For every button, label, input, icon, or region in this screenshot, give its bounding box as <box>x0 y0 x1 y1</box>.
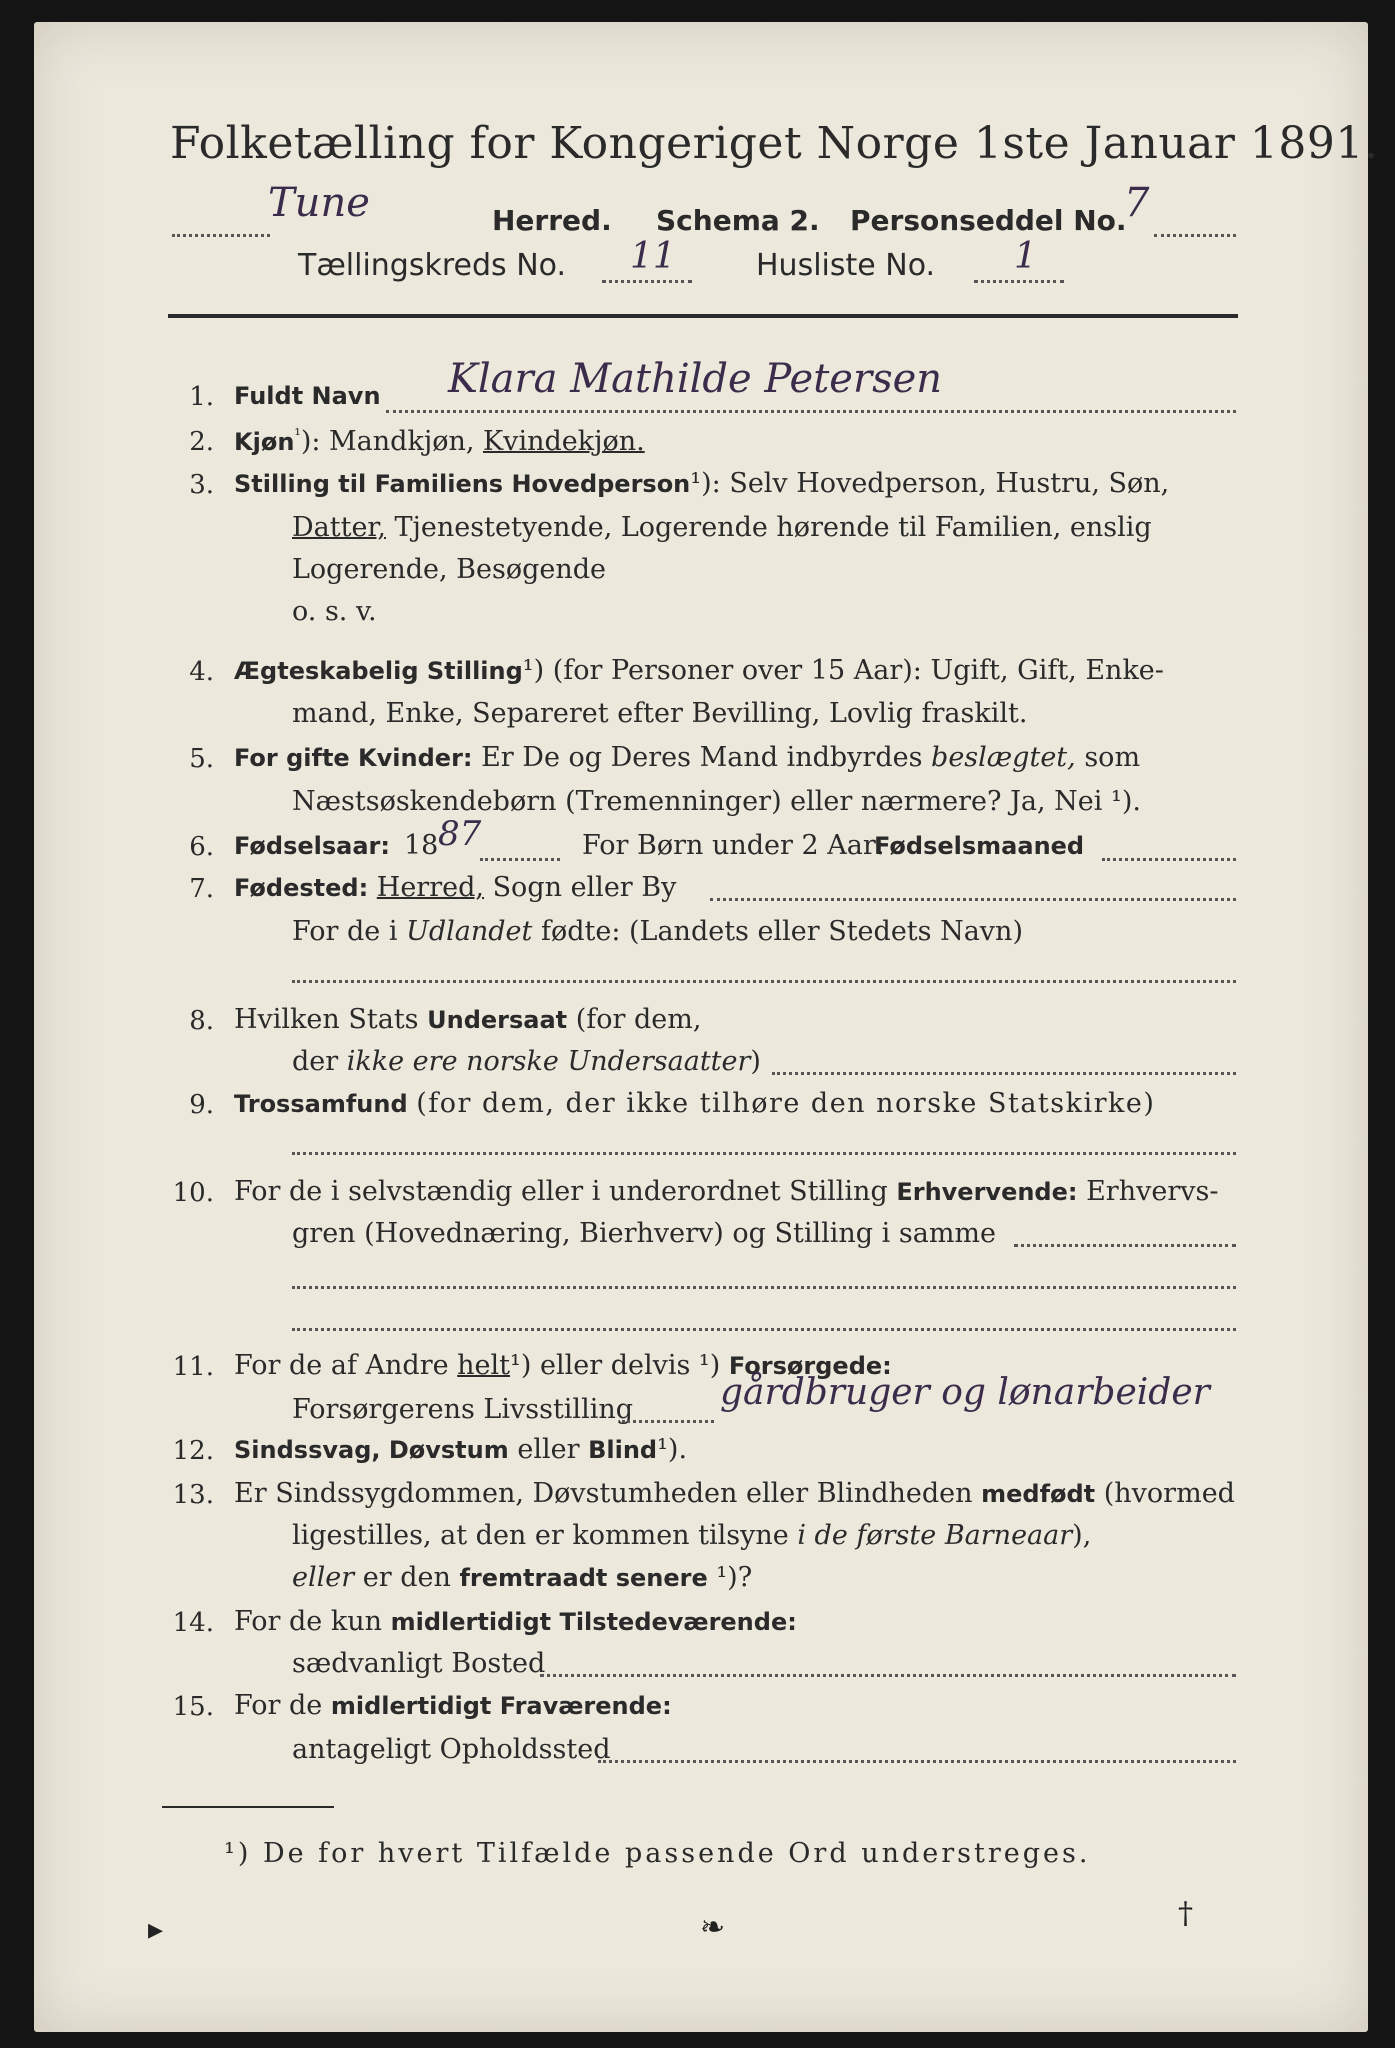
ink-mark: † <box>1178 1896 1193 1931</box>
q12-label2: Blind <box>588 1436 658 1464</box>
q8-line2 <box>292 1046 761 1077</box>
dotted-line <box>710 898 1236 901</box>
form-title: Folketælling for Kongeriget Norge 1ste Januar 1891. <box>170 118 1379 169</box>
q5-text: som <box>1084 742 1141 773</box>
q9-label: Trossamfund <box>234 1090 408 1118</box>
q7-underlined-answer: Herred, <box>376 872 484 903</box>
item-number: 8. <box>189 1006 214 1036</box>
item-number: 10. <box>172 1178 214 1208</box>
q4-line2: mand, Enke, Separeret efter Bevilling, Lovlig fraskilt. <box>292 698 1028 729</box>
personseddel-value: 7 <box>1124 180 1150 226</box>
q12-text: eller <box>517 1434 580 1465</box>
taellingskreds-label: Tællingskreds No. <box>298 248 566 283</box>
q13-label2: fremtraadt senere <box>459 1564 708 1592</box>
q13-text: er den <box>362 1562 451 1593</box>
q8-text: der <box>292 1046 339 1077</box>
q8-text: ) <box>750 1046 761 1077</box>
q11-text: For de af Andre <box>234 1350 449 1381</box>
dotted-line <box>292 1328 1236 1331</box>
dotted-line <box>1014 1244 1236 1247</box>
dotted-line <box>974 280 1064 283</box>
q3-label: Stilling til Familiens Hovedperson <box>234 470 691 498</box>
dotted-line <box>622 1420 714 1423</box>
q9-text: (for dem, der ikke tilhøre den norske Statskirke) <box>416 1088 1156 1119</box>
q10-text: Erhvervs- <box>1086 1176 1219 1207</box>
q7-line2 <box>292 916 1023 947</box>
q10-line2: gren (Hovednæring, Bierhverv) og Stilling i samme <box>292 1218 997 1249</box>
ink-mark: ▸ <box>148 1912 164 1947</box>
item-number: 13. <box>172 1480 214 1510</box>
item-number: 5. <box>189 744 214 774</box>
item-number: 4. <box>189 657 214 687</box>
herred-value: Tune <box>268 180 370 226</box>
q11-line2: Forsørgerens Livsstilling <box>292 1394 634 1425</box>
dotted-line <box>1102 858 1236 861</box>
q3-underlined-answer: Datter, <box>292 512 386 543</box>
header-divider <box>168 314 1238 318</box>
dotted-line <box>598 1760 1236 1763</box>
q8-label: Undersaat <box>427 1006 568 1034</box>
q3-line1 <box>234 468 1169 499</box>
q3-text: Tjenestetyende, Logerende hørende til Familien, enslig <box>394 512 1152 543</box>
q8-text: Hvilken Stats <box>234 1004 419 1035</box>
q5-line2: Næstsøskendebørn (Tremenninger) eller nærmere? Ja, Nei ¹). <box>292 786 1141 817</box>
item-number: 3. <box>189 470 214 500</box>
q14-line2: sædvanligt Bosted <box>292 1648 546 1679</box>
q2-label: Kjøn <box>234 428 295 456</box>
q12-text: ¹). <box>657 1434 688 1465</box>
herred-label: Herred. <box>492 204 612 237</box>
q12-line1 <box>234 1434 687 1465</box>
q6-prefix: 18 <box>404 830 439 861</box>
q15-line1 <box>234 1690 672 1721</box>
q7-text: For de i <box>292 916 398 947</box>
q11-underlined-answer: helt <box>457 1350 511 1381</box>
item-number: 7. <box>189 874 214 904</box>
q4-label: Ægteskabelig Stilling <box>234 657 523 685</box>
q1-label: Fuldt Navn <box>234 382 381 410</box>
dotted-line <box>292 1152 1236 1155</box>
q9-line1 <box>234 1088 1155 1119</box>
q13-line3 <box>292 1562 752 1593</box>
dotted-line <box>480 858 560 861</box>
q3-line2 <box>292 512 1152 543</box>
item-number: 15. <box>172 1692 214 1722</box>
q11-answer: gårdbruger og lønarbeider <box>720 1372 1210 1413</box>
q11-label: Forsørgede: <box>728 1352 892 1380</box>
q13-text: eller <box>292 1562 355 1593</box>
q13-text: ¹)? <box>716 1562 753 1593</box>
ink-mark: ❧ <box>700 1910 726 1945</box>
q15-label: midlertidigt Fraværende: <box>330 1692 672 1720</box>
q13-line2 <box>292 1520 1091 1551</box>
q15-line2: antageligt Opholdssted <box>292 1734 611 1765</box>
q8-line1 <box>234 1004 701 1035</box>
item-number: 9. <box>189 1090 214 1120</box>
q3-line3: Logerende, Besøgende <box>292 554 606 585</box>
q10-label: Erhvervende: <box>896 1178 1078 1206</box>
dotted-line <box>172 234 270 237</box>
q5-label: For gifte Kvinder: <box>234 744 473 772</box>
taellingskreds-value: 11 <box>630 236 676 277</box>
q8-text: (for dem, <box>575 1004 702 1035</box>
item-number: 6. <box>189 832 214 862</box>
q13-text: i de første Barneaar <box>797 1520 1073 1551</box>
q14-text: For de kun <box>234 1606 382 1637</box>
q7-text: Udlandet <box>406 916 533 947</box>
footnote-ref: ¹ <box>294 425 301 444</box>
q1-answer: Klara Mathilde Petersen <box>448 356 943 402</box>
q13-label: medfødt <box>981 1480 1096 1508</box>
q7-label: Fødested: <box>234 874 369 902</box>
dotted-line <box>602 280 692 283</box>
q5-line1 <box>234 742 1140 773</box>
q11-text: ¹) eller delvis ¹) <box>510 1350 721 1381</box>
q6-label: Fødselsaar: <box>234 832 390 860</box>
dotted-line <box>292 1286 1236 1289</box>
q10-text: For de i selvstændig eller i underordnet Stilling <box>234 1176 888 1207</box>
q2-text: ): Mandkjøn, <box>300 426 475 457</box>
item-number: 1. <box>189 382 214 412</box>
schema-label: Schema 2. <box>656 204 820 237</box>
q5-text: beslægtet, <box>931 742 1076 773</box>
dotted-line <box>292 980 1236 983</box>
q7-text: Sogn eller By <box>492 872 677 903</box>
q3-line4: o. s. v. <box>292 596 377 627</box>
q14-label: midlertidigt Tilstedeværende: <box>390 1608 797 1636</box>
q12-label: Sindssvag, Døvstum <box>234 1436 509 1464</box>
q6-value: 87 <box>438 814 482 854</box>
q13-text: (hvormed <box>1103 1478 1235 1509</box>
dotted-line <box>772 1072 1236 1075</box>
footnote: ¹) De for hvert Tilfælde passende Ord understreges. <box>224 1838 1091 1869</box>
q6-text: For Børn under 2 Aar: <box>582 830 885 861</box>
q8-text: ikke ere norske Undersaatter <box>346 1046 751 1077</box>
q4-text: ¹) (for Personer over 15 Aar): Ugift, Gift, Enke- <box>522 655 1164 686</box>
q10-line1 <box>234 1176 1218 1207</box>
husliste-label: Husliste No. <box>756 248 936 283</box>
q4-line1 <box>234 655 1164 686</box>
item-number: 11. <box>172 1352 214 1382</box>
q5-text: Er De og Deres Mand indbyrdes <box>481 742 923 773</box>
item-number: 2. <box>189 427 214 457</box>
dotted-line <box>386 410 1236 413</box>
item-number: 14. <box>172 1608 214 1638</box>
q6-label2: Fødselsmaaned <box>874 832 1085 860</box>
dotted-line <box>540 1674 1236 1677</box>
q2-underlined-answer: Kvindekjøn. <box>483 426 645 457</box>
footnote-divider <box>162 1806 334 1808</box>
dotted-line <box>1154 234 1236 237</box>
husliste-value: 1 <box>1014 236 1037 277</box>
q3-text: ¹): Selv Hovedperson, Hustru, Søn, <box>690 468 1170 499</box>
personseddel-label: Personseddel No. <box>850 204 1127 237</box>
q7-text: fødte: (Landets eller Stedets Navn) <box>540 916 1023 947</box>
item-number: 12. <box>172 1436 214 1466</box>
q2-line <box>234 425 645 457</box>
census-form-sheet <box>34 22 1379 2032</box>
q13-text: Er Sindssygdommen, Døvstumheden eller Blindheden <box>234 1478 973 1509</box>
q13-text: ), <box>1072 1520 1092 1551</box>
q13-text: ligestilles, at den er kommen tilsyne <box>292 1520 789 1551</box>
q7-line1 <box>234 872 676 903</box>
q15-text: For de <box>234 1690 323 1721</box>
q13-line1 <box>234 1478 1235 1509</box>
q14-line1 <box>234 1606 797 1637</box>
